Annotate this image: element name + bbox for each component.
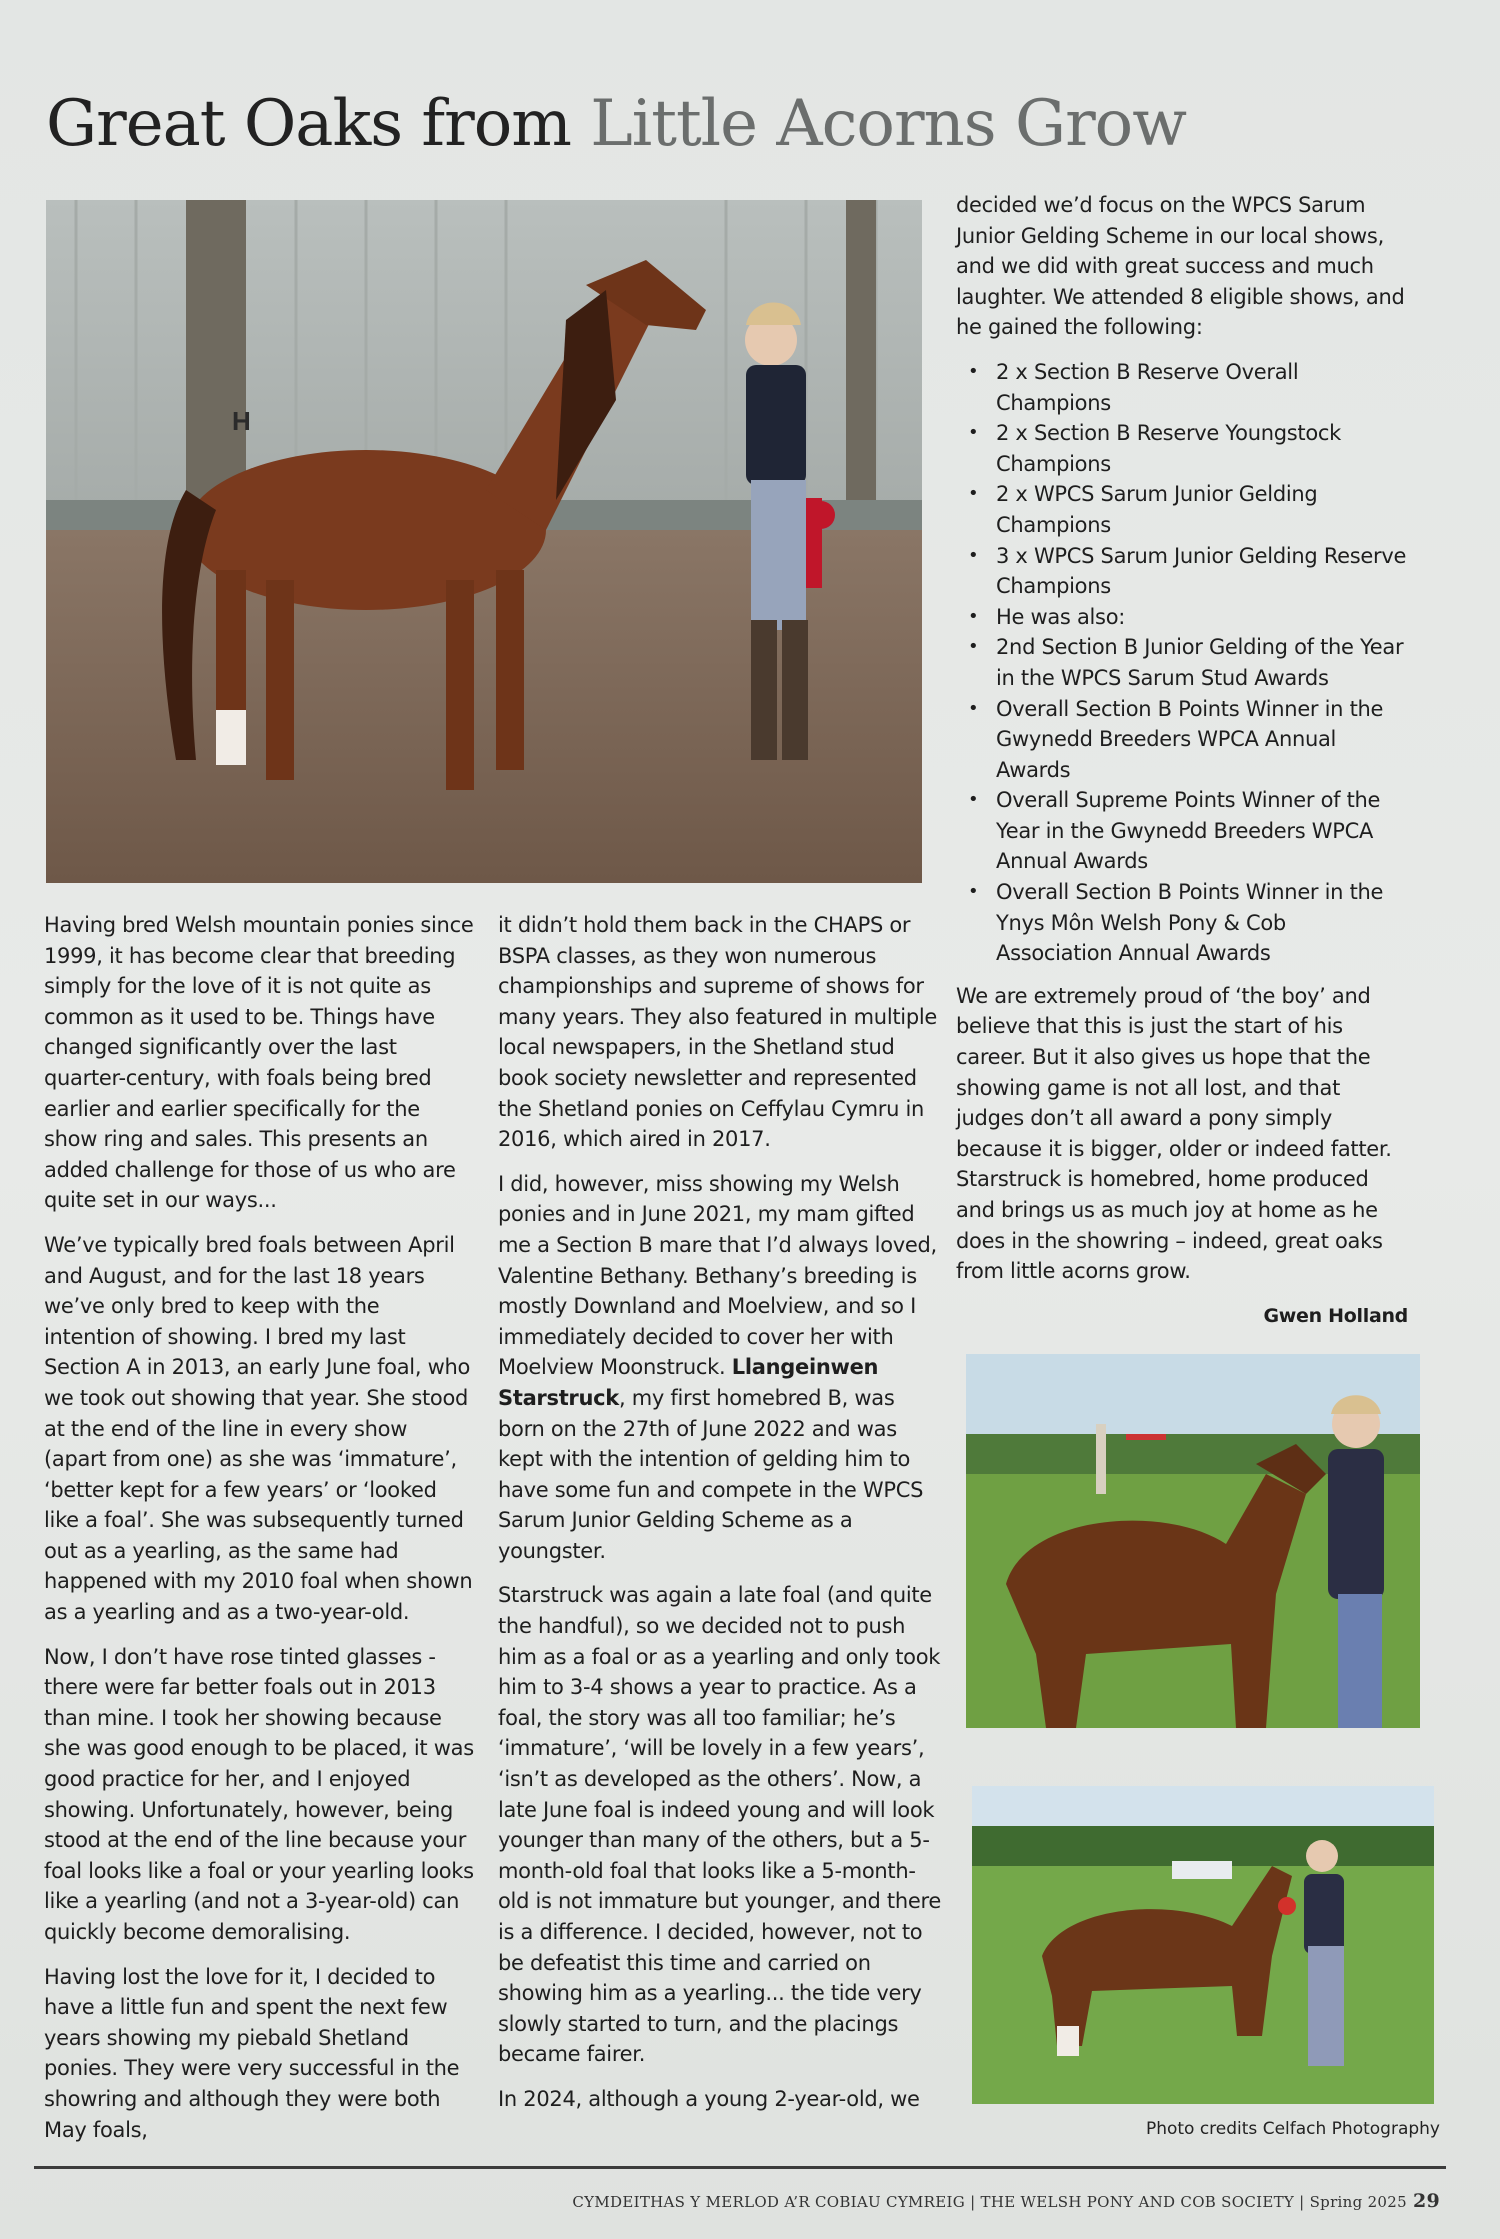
achievement-item: • 2nd Section B Junior Gelding of the Year in the WPCS Sarum Stud Awards <box>956 632 1408 693</box>
main-photo-arena <box>46 200 922 883</box>
author-name: Gwen Holland <box>1263 1304 1408 1327</box>
achievement-item: • Overall Section B Points Winner in the Ynys Môn Welsh Pony & Cob Association Annual Awards <box>956 877 1408 969</box>
achievements-list <box>956 357 1408 969</box>
photo-show-field-1 <box>966 1354 1420 1728</box>
achievement-item: • 3 x WPCS Sarum Junior Gelding Reserve Champions <box>956 541 1408 602</box>
col3-intro: decided we’d focus on the WPCS Sarum Junior Gelding Scheme in our local shows, and we did with great success and much laughter. We attended 8 eligible shows, and he gained the following: <box>956 193 1405 340</box>
col2-paragraph-3: Starstruck was again a late foal (and quite the handful), so we decided not to push him as a foal or as a yearling and only took him to 3-4 shows a year to practice. As a foal, the story was all too familiar; he’s ‘immature’, ‘will be lovely in a few years’, ‘isn’t as developed as the others’. Now, a late June foal is indeed young and will look younger than many of the others, but a 5-month-old foal that looks like a 5-month-old is not immature but younger, and there is a difference. I decided, however, not to be defeatist this time and carried on showing him as a yearling... the tide very slowly started to turn, and the placings became fairer. <box>498 1583 941 2067</box>
col1-paragraph-4: Having lost the love for it, I decided to have a little fun and spent the next few years showing my piebald Shetland ponies. They were very successful in the showring and although they were both May foals, <box>44 1964 460 2142</box>
page-footer <box>500 2190 1440 2212</box>
col2-paragraph-1: it didn’t hold them back in the CHAPS or BSPA classes, as they won numerous championships and supreme of shows for many years. They also featured in multiple local newspapers, in the Shetland stud book society newsletter and represented the Shetland ponies on Ceffylau Cymru in 2016, which aired in 2017. <box>498 913 938 1152</box>
achievement-item: • Overall Supreme Points Winner of the Year in the Gwynedd Breeders WPCA Annual Awards <box>956 785 1408 877</box>
photo-show-field-2 <box>972 1786 1434 2104</box>
photo-credits: Photo credits Celfach Photography <box>1145 2119 1440 2139</box>
col3-closing: We are extremely proud of ‘the boy’ and believe that this is just the start of his career. But it also gives us hope that the showing game is not all lost, and that judges don’t all award a pony simply because it is bigger, older or indeed fatter. Starstruck is homebred, home produced and brings us as much joy at home as he does in the showring – indeed, great oaks from little acorns grow. <box>956 983 1392 1284</box>
achievement-item: • 2 x Section B Reserve Youngstock Champions <box>956 418 1408 479</box>
col1-paragraph-3: Now, I don’t have rose tinted glasses - there were far better foals out in 2013 than mine. I took her showing because she was good enough to be placed, it was good practice for her, and I enjoyed showing. Unfortunately, however, being stood at the end of the line because your foal looks like a foal or your yearling looks like a yearling (and not a 3-year-old) can quickly become demoralising. <box>44 1644 474 1944</box>
footer-text: CYMDEITHAS Y MERLOD A’R COBIAU CYMREIG | THE WELSH PONY AND COB SOCIETY | Spring 2025 <box>572 2193 1407 2211</box>
achievement-item: • 2 x Section B Reserve Overall Champions <box>956 357 1408 418</box>
page-number: 29 <box>1412 2190 1440 2212</box>
achievement-item: • Overall Section B Points Winner in the Gwynedd Breeders WPCA Annual Awards <box>956 694 1408 786</box>
article-column-2 <box>498 910 944 2129</box>
achievement-item: • 2 x WPCS Sarum Junior Gelding Champions <box>956 479 1408 540</box>
achievement-item: • He was also: <box>956 602 1408 633</box>
svg-text:H: H <box>232 406 251 436</box>
article-title-part2: Little Acorns Grow <box>590 87 1186 161</box>
col1-paragraph-1: Having bred Welsh mountain ponies since 1999, it has become clear that breeding simply for the love of it is not quite as common as it used to be. Things have changed significantly over the last quarter-century, with foals being bred earlier and earlier specifically for the show ring and sales. This presents an added challenge for those of us who are quite set in our ways... <box>44 913 474 1213</box>
article-column-3 <box>956 190 1408 1331</box>
col2-paragraph-4: In 2024, although a young 2-year-old, we <box>498 2086 920 2111</box>
show-field-illustration-1 <box>966 1354 1420 1728</box>
pony-name: Llangeinwen Starstruck <box>498 1355 879 1410</box>
article-column-1 <box>44 910 474 2159</box>
col2-p2-text-after: , my first homebred B, was born on the 27th of June 2022 and was kept with the intention of gelding him to have some fun and compete in the WPCS Sarum Junior Gelding Scheme as a youngster. <box>498 1385 924 1563</box>
arena-pony-illustration <box>46 200 922 883</box>
article-title <box>46 87 1186 161</box>
article-title-part1: Great Oaks from <box>46 87 591 161</box>
show-field-illustration-2 <box>972 1786 1434 2104</box>
col1-paragraph-2: We’ve typically bred foals between April and August, and for the last 18 years we’ve only bred to keep with the intention of showing. I bred my last Section A in 2013, an early June foal, who we took out showing that year. She stood at the end of the line in every show (apart from one) as she was ‘immature’, ‘better kept for a few years’ or ‘looked like a foal’. She was subsequently turned out as a yearling, as the same had happened with my 2010 foal when shown as a yearling and as a two-year-old. <box>44 1232 473 1625</box>
col2-p2-text-before: I did, however, miss showing my Welsh ponies and in June 2021, my mam gifted me a Section B mare that I’d always loved, Valentine Bethany. Bethany’s breeding is mostly Downland and Moelview, and so I immediately decided to cover her with Moelview Moonstruck. <box>498 1171 937 1380</box>
footer-rule <box>34 2166 1446 2169</box>
col2-paragraph-2 <box>498 1169 944 1567</box>
